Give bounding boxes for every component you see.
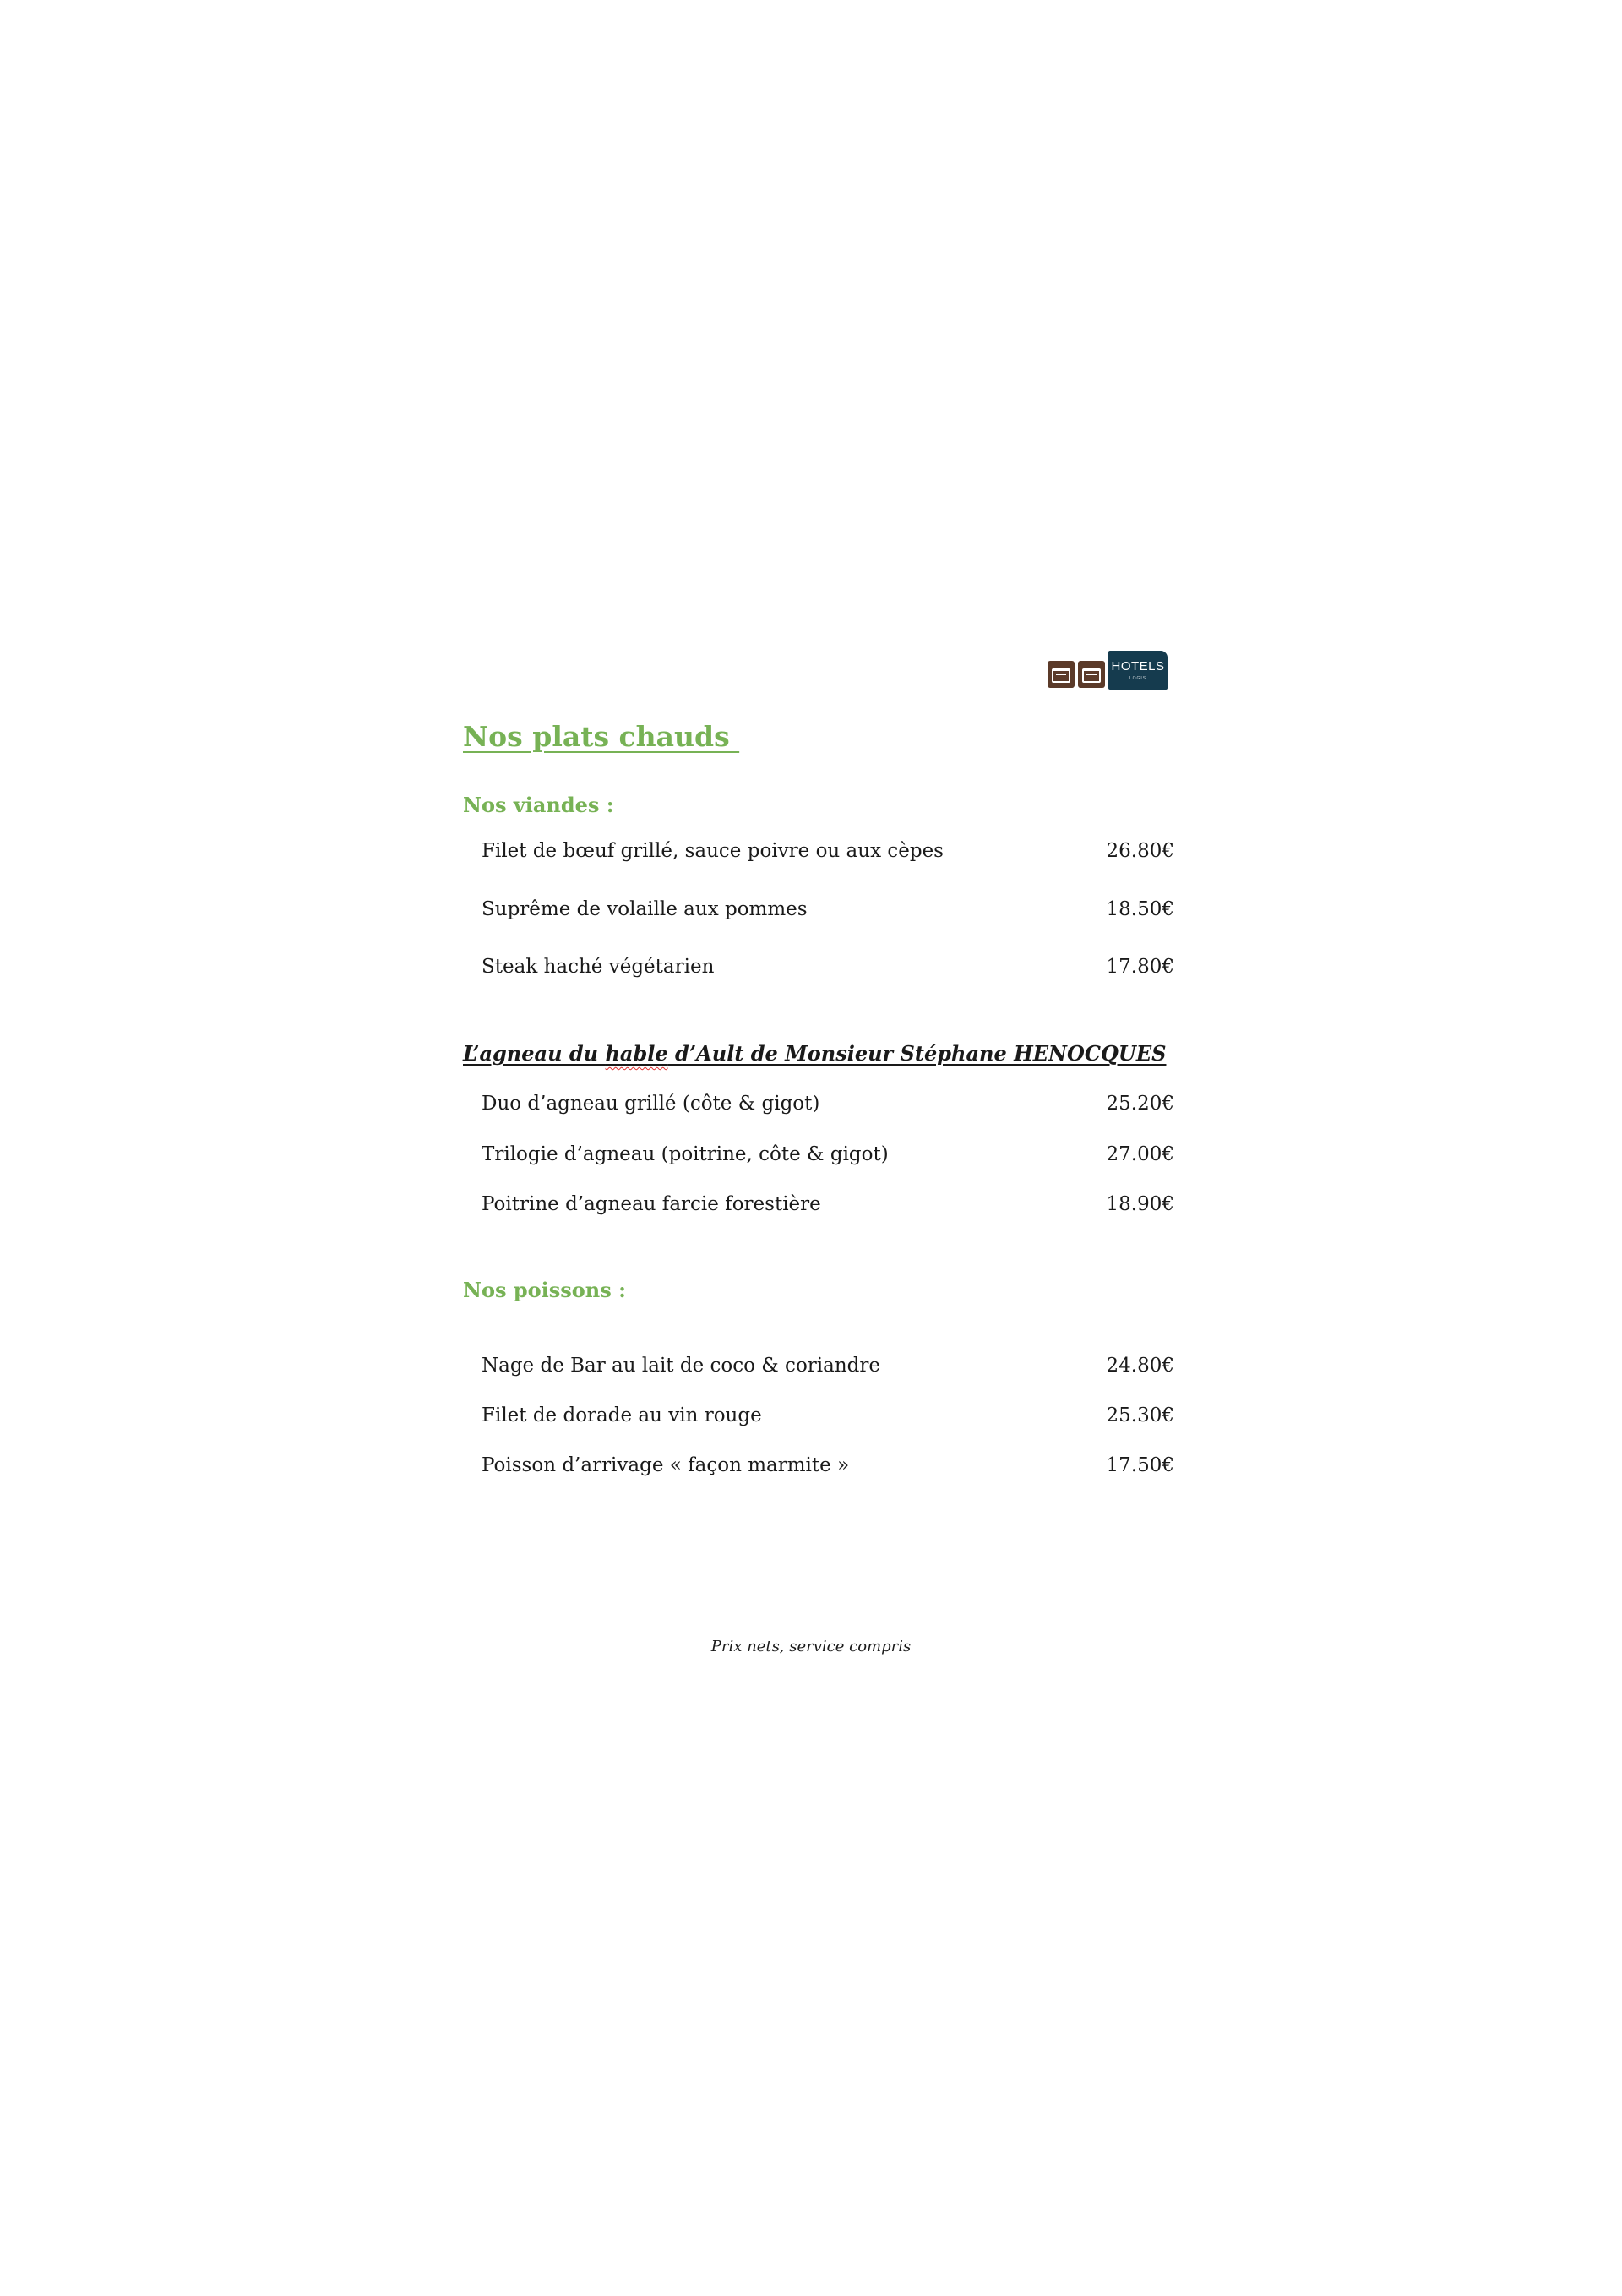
menu-item-name: Poisson d’arrivage « façon marmite »	[482, 1454, 850, 1476]
footer-note: Prix nets, service compris	[710, 1638, 912, 1655]
menu-item-price: 26.80€	[1106, 840, 1174, 862]
menu-item-name: Poitrine d’agneau farcie forestière	[482, 1193, 821, 1215]
menu-item-price: 18.50€	[1106, 898, 1174, 920]
section-heading-poissons: Nos poissons :	[463, 1278, 626, 1302]
menu-item-name: Duo d’agneau grillé (côte & gigot)	[482, 1093, 820, 1115]
menu-item	[482, 1190, 1174, 1219]
menu-item-name: Nage de Bar au lait de coco & coriandre	[482, 1355, 880, 1377]
menu-item-name: Suprême de volaille aux pommes	[482, 898, 808, 920]
menu-item-name: Steak haché végétarien	[482, 956, 715, 978]
menu-item	[482, 1351, 1174, 1380]
cooking-pot-icon	[1078, 661, 1105, 688]
hotels-badge	[1108, 651, 1168, 690]
menu-item	[482, 1401, 1174, 1430]
menu-item	[482, 952, 1174, 981]
menu-item	[482, 837, 1174, 865]
section-heading-agneau-part1: L’agneau du	[463, 1041, 606, 1066]
menu-item-price: 17.50€	[1106, 1454, 1174, 1476]
menu-item	[482, 1451, 1174, 1480]
menu-item-name: Filet de dorade au vin rouge	[482, 1404, 762, 1426]
section-heading-viandes: Nos viandes :	[463, 793, 614, 817]
menu-item	[482, 1140, 1174, 1169]
menu-item	[482, 1089, 1174, 1118]
menu-item-price: 24.80€	[1106, 1355, 1174, 1377]
menu-item	[482, 895, 1174, 924]
menu-item-name: Trilogie d’agneau (poitrine, côte & gigot)	[482, 1143, 889, 1165]
page-title: Nos plats chauds	[463, 720, 740, 753]
hotels-badge-tagline: LOGIS	[1129, 675, 1147, 681]
cooking-pot-icon	[1048, 661, 1075, 688]
logis-hotels-logo	[1048, 649, 1178, 690]
menu-item-name: Filet de bœuf grillé, sauce poivre ou aux cèpes	[482, 840, 944, 862]
menu-item-price: 25.30€	[1106, 1404, 1174, 1426]
menu-item-price: 25.20€	[1106, 1093, 1174, 1115]
section-heading-agneau	[463, 1041, 1166, 1066]
menu-item-price: 17.80€	[1106, 956, 1174, 978]
menu-item-price: 27.00€	[1106, 1143, 1174, 1165]
hotels-badge-label: HOTELS	[1111, 658, 1165, 674]
menu-item-price: 18.90€	[1106, 1193, 1174, 1215]
section-heading-agneau-part2: hable	[605, 1041, 668, 1066]
section-heading-agneau-part3: d’Ault de Monsieur Stéphane HENOCQUES	[667, 1041, 1167, 1066]
